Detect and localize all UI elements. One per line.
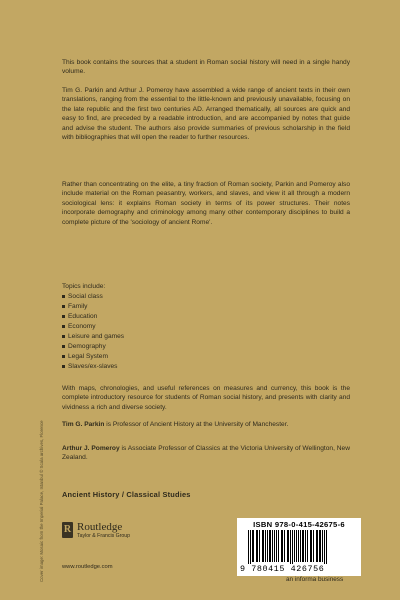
barcode-bar xyxy=(316,530,318,562)
barcode-bar xyxy=(310,530,312,562)
barcode-bar xyxy=(284,530,285,562)
focus-paragraph: Rather than concentrating on the elite, a tiny fraction of Roman society, Parkin and Pomeroy also include material on the Roman peasantry, workers, and slaves, and view it all through a modern sociological lens: it explains Roman society in terms of its power structures. Their notes incorporate demography and criminology among many other contemporary disciplines to build a complete picture of the 'sociology of ancient Rome'. xyxy=(62,181,350,226)
barcode-bar xyxy=(278,530,279,562)
barcode-bar xyxy=(259,530,260,562)
list-item: Slaves/ex-slaves xyxy=(62,362,124,372)
barcode-bar xyxy=(290,530,291,564)
subject-category: Ancient History / Classical Studies xyxy=(62,490,191,499)
barcode-bar xyxy=(267,530,268,562)
barcode-bar xyxy=(269,530,271,562)
authors-paragraph: Tim G. Parkin and Arthur J. Pomeroy have assembled a wide range of ancient texts in their own translations, ranging from the essential to the little-known and previously unavailable, focusing on the late republic and the first two centuries AD. Arranged thematically, all sources are quick and easy to find, are preceded by a readable introduction, and are accompanied by notes that guide and advise the student. The authors also provide summaries of previous scholarship in the field with bibliographies that will open the reader to further resources. xyxy=(62,87,350,142)
barcode-panel xyxy=(237,518,361,576)
logo-letter: R xyxy=(63,524,72,535)
barcode-bar xyxy=(262,530,264,562)
informa-tagline: an informa business xyxy=(286,576,344,583)
author-name: Tim G. Parkin xyxy=(62,421,105,428)
barcode-bar xyxy=(272,530,273,562)
barcode-bar xyxy=(319,530,321,562)
author-bio-text: is Professor of Ancient History at the University of Manchester. xyxy=(104,421,289,428)
author-bio-text: is Associate Professor of Classics at the Victoria University of Wellington, New Zealand. xyxy=(62,445,350,462)
list-item: Family xyxy=(62,302,124,312)
closing-paragraph: With maps, chronologies, and useful references on measures and currency, this book is the complete introductory resource for students of Roman social history, and presents with clarity and vividness a rich and diverse society. xyxy=(62,385,350,411)
barcode-bar xyxy=(287,530,289,562)
list-item: Education xyxy=(62,312,124,322)
barcode-bar xyxy=(256,530,258,562)
barcode-bar xyxy=(298,530,299,562)
barcode-bar xyxy=(326,530,327,564)
barcode-bar xyxy=(302,530,304,562)
barcode-bar xyxy=(276,530,277,562)
author-bio xyxy=(62,444,350,463)
barcode-bar xyxy=(292,530,293,564)
barcode-bar xyxy=(274,530,275,562)
barcode-bar xyxy=(281,530,283,562)
barcode-bar xyxy=(324,530,325,564)
barcode-bar xyxy=(307,530,308,562)
publisher-name: Routledge xyxy=(77,521,123,533)
intro-paragraph: This book contains the sources that a student in Roman social history will need in a single handy volume. xyxy=(62,59,350,76)
barcode-bar xyxy=(305,530,306,562)
barcode-bar xyxy=(313,530,314,562)
barcode-bar xyxy=(322,530,323,562)
barcode-bar xyxy=(250,530,251,564)
publisher-website: www.routledge.com xyxy=(62,564,113,570)
barcode-icon xyxy=(248,530,350,564)
barcode-bar xyxy=(248,530,249,564)
barcode-bar xyxy=(300,530,301,562)
list-item: Leisure and games xyxy=(62,332,124,342)
publisher-group: Taylor & Francis Group xyxy=(77,533,131,539)
list-item: Legal System xyxy=(62,352,124,362)
list-item: Social class xyxy=(62,292,124,302)
cover-credit-wrap xyxy=(38,332,46,582)
barcode-bar xyxy=(265,530,266,562)
isbn-label: ISBN 978-0-415-42675-6 xyxy=(253,520,345,529)
topics-heading: Topics include: xyxy=(62,283,106,290)
barcode-bar xyxy=(294,530,295,562)
cover-image-credit: Cover image: Mosaic from the Imperial Palace, Istanbul © Scala archives, Florence xyxy=(39,420,44,582)
routledge-logo-icon xyxy=(62,522,73,538)
list-item: Economy xyxy=(62,322,124,332)
barcode-bar xyxy=(252,530,254,562)
topics-list xyxy=(62,292,124,372)
list-item: Demography xyxy=(62,342,124,352)
author-bio xyxy=(62,420,350,429)
barcode-digits: 9 780415 426756 xyxy=(240,564,325,574)
barcode-bar xyxy=(296,530,297,562)
publisher-logo xyxy=(62,522,182,542)
author-name: Arthur J. Pomeroy xyxy=(62,445,120,452)
